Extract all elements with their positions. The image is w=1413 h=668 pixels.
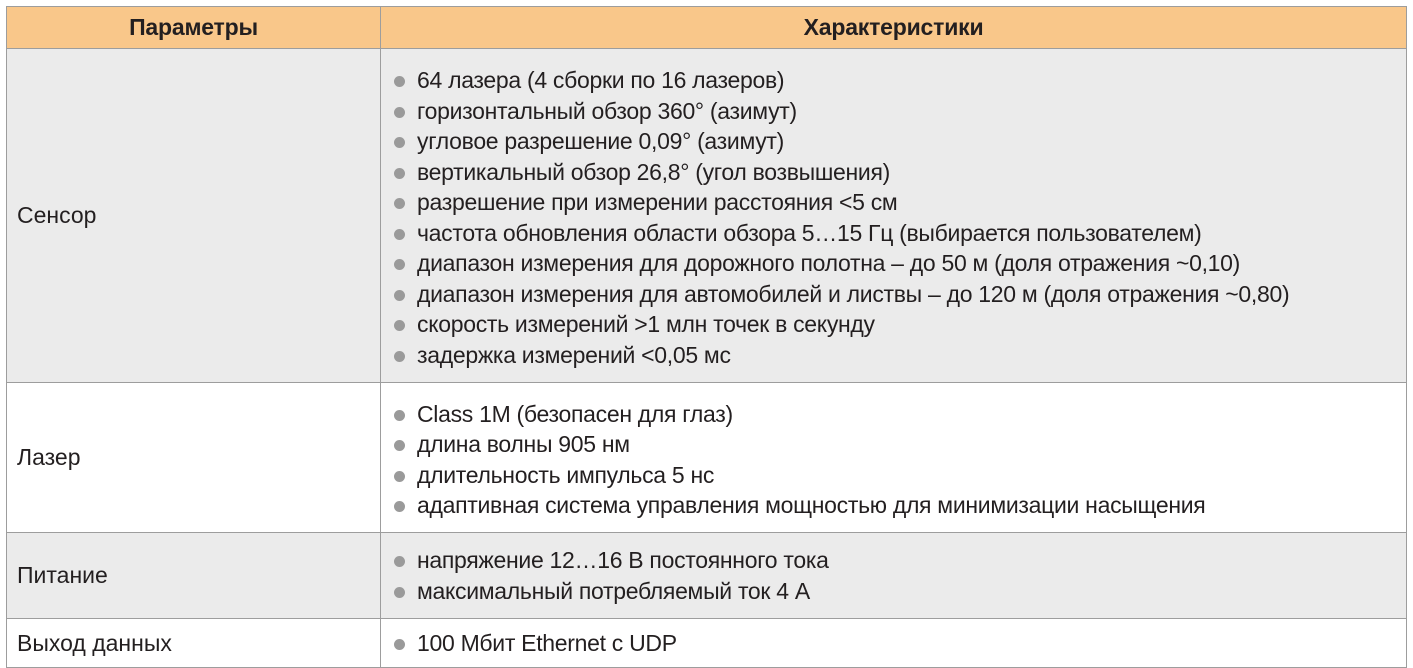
table-row <box>7 49 1407 383</box>
list-item-text: вертикальный обзор 26,8° (угол возвышения) <box>417 158 890 185</box>
table-header <box>7 7 1407 49</box>
table-row <box>7 619 1407 668</box>
list-item <box>391 628 1406 659</box>
list-item-text: разрешение при измерении расстояния <5 см <box>417 189 898 215</box>
list-item-text: адаптивная система управления мощностью для минимизации насыщения <box>417 492 1206 518</box>
characteristics-cell <box>381 619 1407 668</box>
spec-table <box>6 6 1407 668</box>
list-item <box>391 429 1406 460</box>
list-item <box>391 399 1406 430</box>
list-item <box>391 309 1406 340</box>
bullet-list <box>391 545 1406 606</box>
list-item <box>391 218 1406 249</box>
list-item-text: Class 1M (безопасен для глаз) <box>417 400 733 427</box>
list-item <box>391 157 1406 188</box>
list-item <box>391 126 1406 157</box>
param-cell: Лазер <box>7 383 381 533</box>
bullet-icon <box>394 137 405 148</box>
list-item-text: длина волны 905 нм <box>417 431 630 457</box>
bullet-icon <box>394 351 405 362</box>
characteristics-cell <box>381 533 1407 619</box>
bullet-icon <box>394 259 405 270</box>
bullet-list <box>391 399 1406 521</box>
bullet-icon <box>394 290 405 301</box>
bullet-icon <box>394 229 405 240</box>
list-item <box>391 248 1406 279</box>
bullet-list <box>391 65 1406 370</box>
bullet-icon <box>394 320 405 331</box>
list-item-text: частота обновления области обзора 5…15 Гц (выбирается пользователем) <box>417 219 1202 246</box>
list-item <box>391 340 1406 371</box>
header-row <box>7 7 1407 49</box>
param-cell: Сенсор <box>7 49 381 383</box>
characteristics-cell <box>381 383 1407 533</box>
table-row <box>7 533 1407 619</box>
header-params: Параметры <box>7 7 381 49</box>
list-item-text: диапазон измерения для автомобилей и листвы – до 120 м (доля отражения ~0,80) <box>417 280 1290 307</box>
list-item-text: 64 лазера (4 сборки по 16 лазеров) <box>417 67 785 93</box>
list-item-text: максимальный потребляемый ток 4 А <box>417 577 810 604</box>
bullet-icon <box>394 76 405 87</box>
list-item <box>391 545 1406 576</box>
bullet-icon <box>394 639 405 650</box>
list-item <box>391 65 1406 96</box>
bullet-icon <box>394 440 405 451</box>
list-item-text: скорость измерений >1 млн точек в секунду <box>417 311 875 337</box>
list-item-text: диапазон измерения для дорожного полотна – до 50 м (доля отражения ~0,10) <box>417 250 1241 276</box>
list-item-text: напряжение 12…16 В постоянного тока <box>417 547 829 573</box>
bullet-icon <box>394 471 405 482</box>
characteristics-cell <box>381 49 1407 383</box>
bullet-icon <box>394 410 405 421</box>
list-item <box>391 96 1406 127</box>
list-item-text: задержка измерений <0,05 мс <box>417 341 731 368</box>
list-item <box>391 460 1406 491</box>
list-item <box>391 279 1406 310</box>
list-item <box>391 576 1406 607</box>
header-characteristics: Характеристики <box>381 7 1407 49</box>
bullet-icon <box>394 107 405 118</box>
bullet-icon <box>394 587 405 598</box>
list-item-text: длительность импульса 5 нс <box>417 461 715 488</box>
table-body <box>7 49 1407 668</box>
bullet-list <box>391 628 1406 659</box>
bullet-icon <box>394 556 405 567</box>
bullet-icon <box>394 168 405 179</box>
list-item-text: 100 Мбит Ethernet с UDP <box>417 629 677 656</box>
bullet-icon <box>394 198 405 209</box>
param-cell: Питание <box>7 533 381 619</box>
list-item <box>391 187 1406 218</box>
list-item-text: горизонтальный обзор 360° (азимут) <box>417 97 797 124</box>
param-cell: Выход данных <box>7 619 381 668</box>
bullet-icon <box>394 501 405 512</box>
list-item-text: угловое разрешение 0,09° (азимут) <box>417 128 785 154</box>
table-row <box>7 383 1407 533</box>
list-item <box>391 490 1406 521</box>
